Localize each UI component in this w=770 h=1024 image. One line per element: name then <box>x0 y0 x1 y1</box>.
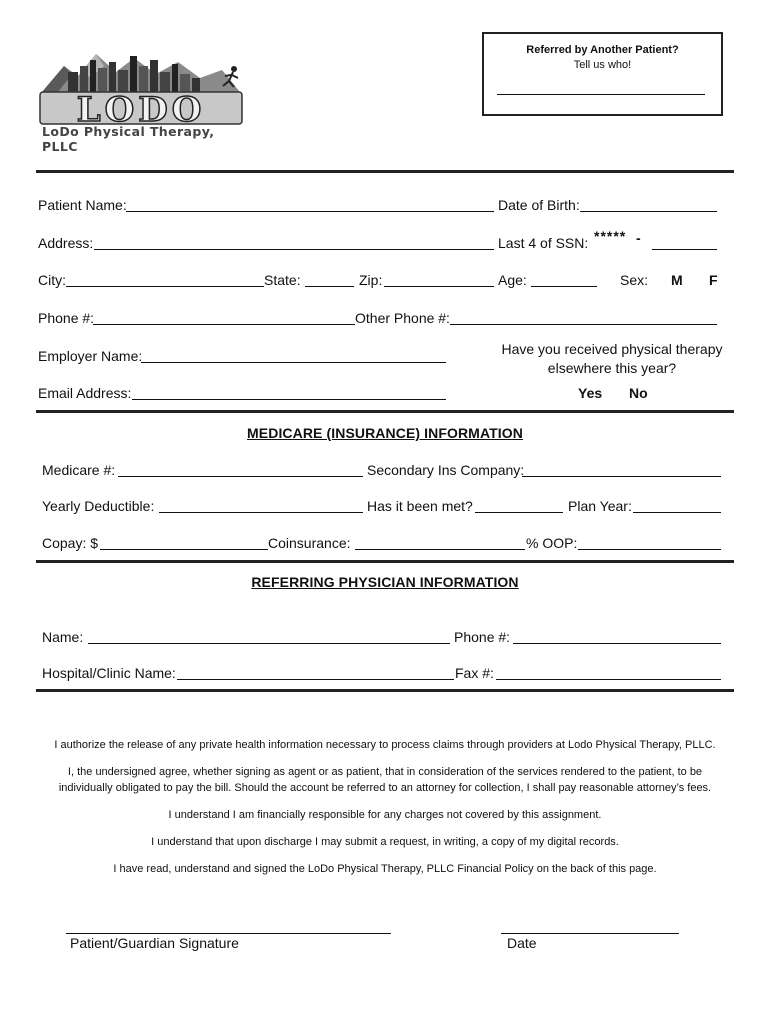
legal-obligation-text-1: I, the undersigned agree, whether signing as agent or as patient, that in consideration of the services rendered to the patient, to be <box>67 766 703 778</box>
logo-company-name: LoDo Physical Therapy, PLLC <box>42 124 215 154</box>
other-phone-field[interactable] <box>450 324 717 325</box>
patient-signature-field[interactable] <box>66 933 391 934</box>
pt-answer-no[interactable]: No <box>629 385 648 401</box>
patient-name-field[interactable] <box>126 211 494 212</box>
patient-name-label: Patient Name: <box>38 197 127 213</box>
fax-label: Fax #: <box>455 665 494 681</box>
address-field[interactable] <box>94 249 494 250</box>
coinsurance-field[interactable] <box>355 549 525 550</box>
divider-top <box>36 170 734 173</box>
pt-question-line1: Have you received physical therapy <box>501 341 723 357</box>
sex-label: Sex: <box>620 272 649 288</box>
phone-field[interactable] <box>93 324 355 325</box>
oop-field[interactable] <box>578 549 721 550</box>
age-field[interactable] <box>531 286 597 287</box>
insurance-heading: MEDICARE (INSURANCE) INFORMATION <box>247 425 523 441</box>
divider-insurance <box>36 410 734 413</box>
sex-option-f[interactable]: F <box>709 272 718 288</box>
copay-field[interactable] <box>100 549 268 550</box>
email-label: Email Address: <box>38 385 132 401</box>
signature-date-label: Date <box>507 935 537 951</box>
pt-question-line2: elsewhere this year? <box>547 360 677 376</box>
copay-label: Copay: $ <box>42 535 99 551</box>
ssn-mask: ***** <box>594 228 627 244</box>
address-label: Address: <box>38 235 94 251</box>
secondary-ins-label: Secondary Ins Company: <box>367 462 525 478</box>
referral-name-field[interactable] <box>497 94 705 95</box>
physician-phone-label: Phone #: <box>454 629 511 645</box>
secondary-ins-field[interactable] <box>522 476 721 477</box>
dob-field[interactable] <box>580 211 717 212</box>
patient-signature-label: Patient/Guardian Signature <box>70 935 239 951</box>
sex-option-m[interactable]: M <box>671 272 683 288</box>
signature-date-field[interactable] <box>501 933 679 934</box>
plan-year-label: Plan Year: <box>568 498 632 514</box>
employer-field[interactable] <box>141 362 446 363</box>
hospital-label: Hospital/Clinic Name: <box>42 665 176 681</box>
city-field[interactable] <box>66 286 264 287</box>
ssn-last4-field[interactable] <box>652 249 717 250</box>
ssn-label: Last 4 of SSN: <box>498 235 589 251</box>
ssn-dash: - <box>636 230 641 246</box>
physician-phone-field[interactable] <box>513 643 721 644</box>
medicare-label: Medicare #: <box>42 462 116 478</box>
other-phone-label: Other Phone #: <box>355 310 450 326</box>
plan-year-field[interactable] <box>633 512 721 513</box>
legal-responsibility-text: I understand I am financially responsible for any charges not covered by this assignment. <box>168 809 602 821</box>
referral-box <box>482 32 723 116</box>
oop-label: % OOP: <box>526 535 578 551</box>
referral-subtitle: Tell us who! <box>573 59 632 71</box>
legal-policy-text: I have read, understand and signed the LoDo Physical Therapy, PLLC Financial Policy on the back of this page. <box>113 863 657 875</box>
physician-heading: REFERRING PHYSICIAN INFORMATION <box>251 574 519 590</box>
state-field[interactable] <box>305 286 354 287</box>
medicare-field[interactable] <box>118 476 363 477</box>
phone-label: Phone #: <box>38 310 95 326</box>
company-logo <box>38 48 248 154</box>
divider-legal <box>36 689 734 692</box>
legal-records-text: I understand that upon discharge I may submit a request, in writing, a copy of my digital records. <box>151 836 619 848</box>
employer-label: Employer Name: <box>38 348 143 364</box>
dob-label: Date of Birth: <box>498 197 580 213</box>
fax-field[interactable] <box>496 679 721 680</box>
deductible-label: Yearly Deductible: <box>42 498 155 514</box>
referral-title: Referred by Another Patient? <box>526 44 679 56</box>
zip-field[interactable] <box>384 286 494 287</box>
divider-physician <box>36 560 734 563</box>
hospital-field[interactable] <box>177 679 454 680</box>
state-label: State: <box>264 272 301 288</box>
zip-label: Zip: <box>359 272 383 288</box>
pt-question <box>492 340 732 378</box>
coinsurance-label: Coinsurance: <box>268 535 351 551</box>
deductible-met-label: Has it been met? <box>367 498 473 514</box>
physician-name-field[interactable] <box>88 643 450 644</box>
legal-authorize-text: I authorize the release of any private health information necessary to process claims through providers at Lodo Physical Therapy, PLLC. <box>54 739 716 751</box>
pt-answer-yes[interactable]: Yes <box>578 385 603 401</box>
logo-wordmark: LODO <box>76 90 206 130</box>
email-field[interactable] <box>132 399 446 400</box>
deductible-met-field[interactable] <box>475 512 563 513</box>
physician-name-label: Name: <box>42 629 84 645</box>
age-label: Age: <box>498 272 527 288</box>
deductible-field[interactable] <box>159 512 363 513</box>
legal-obligation-text-2: individually obligated to pay the bill. Should the account be referred to an attorney for collection, I shall pay reasonable attorney’s fees. <box>58 782 712 794</box>
city-label: City: <box>38 272 66 288</box>
